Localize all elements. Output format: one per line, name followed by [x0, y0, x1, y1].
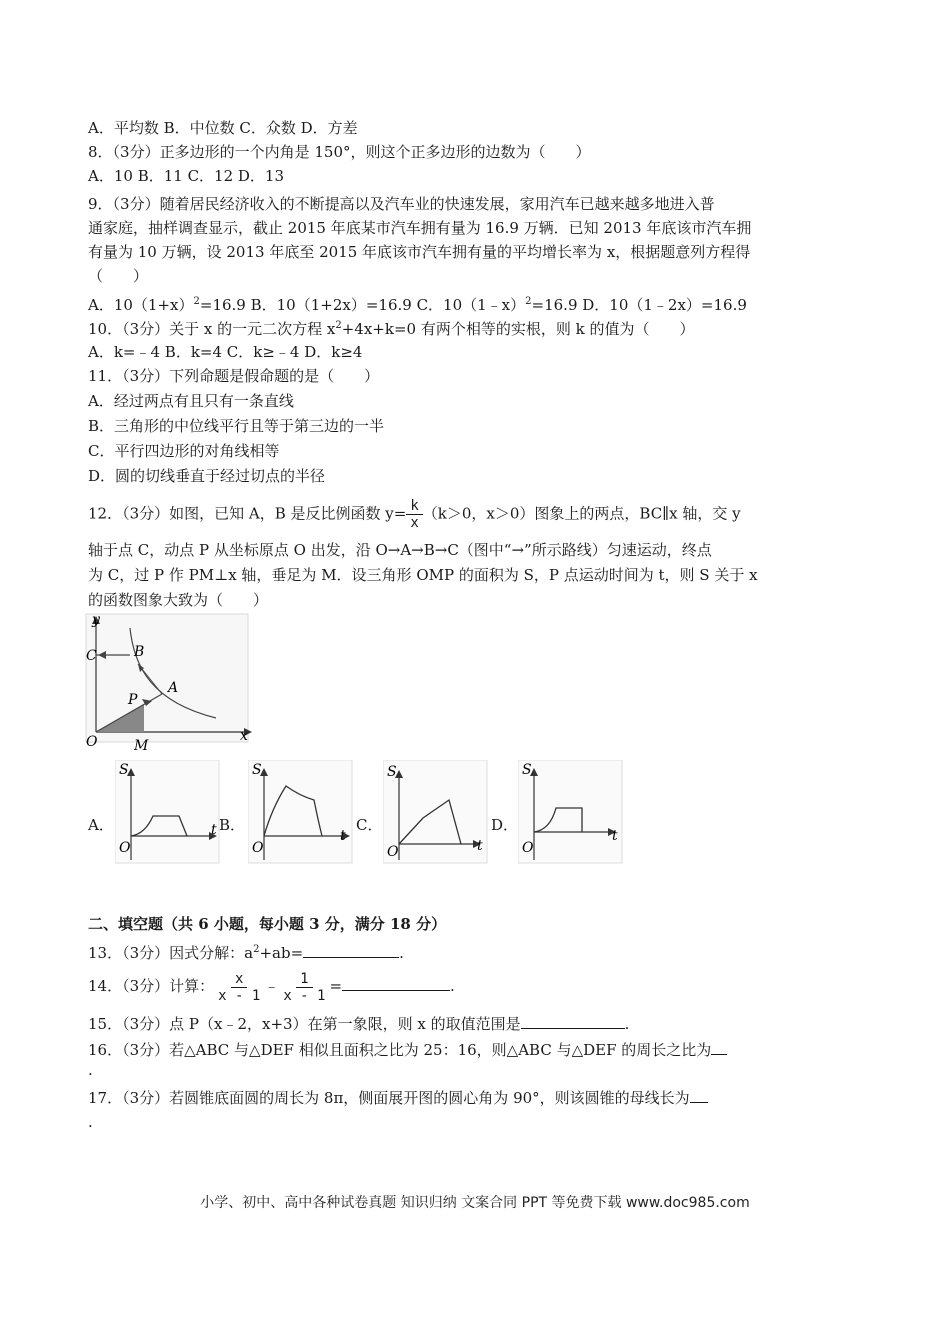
q16-answer-blank[interactable] — [711, 1040, 727, 1055]
q9-opt-a: A．10（1+x） — [88, 296, 194, 314]
q12-option-c-graph — [383, 760, 493, 865]
q12-stem-b: （k＞0，x＞0）图象上的两点，BC∥x 轴，交 y — [422, 504, 741, 523]
q12-frac-num: k — [406, 498, 422, 515]
section2-title: 二、填空题（共 6 小题，每小题 3 分，满分 18 分） — [88, 915, 447, 933]
fig-p-label: P — [128, 692, 138, 708]
fig-m-label: M — [134, 738, 149, 754]
q9-sup-c: 2 — [525, 296, 532, 307]
page-footer: 小学、初中、高中各种试卷真题 知识归纳 文案合同 PPT 等免费下载 www.doc985.com — [200, 1195, 750, 1211]
q11-stem: 11．（3分）下列命题是假命题的是（ ） — [88, 367, 380, 385]
q14-f2-den: x - 1 — [283, 987, 326, 1004]
q17-stem: 17．（3分）若圆锥底面圆的周长为 8π，侧面展开图的圆心角为 90°，则该圆锥的母线长为 — [88, 1089, 690, 1107]
q11-option-a: A．经过两点有且只有一条直线 — [88, 392, 294, 410]
opt-c-t: t — [477, 838, 483, 854]
opt-a-t: t — [211, 822, 217, 838]
opt-b-s: S — [252, 762, 262, 778]
opt-c-s: S — [387, 764, 397, 780]
q13-answer-blank[interactable] — [303, 943, 399, 958]
q12-option-c-label: C． — [356, 816, 383, 834]
q7-options: A．平均数 B．中位数 C．众数 D．方差 — [88, 119, 358, 137]
q14-f1-num: x — [231, 971, 247, 988]
opt-a-s: S — [119, 762, 129, 778]
q12-option-b-label: B． — [219, 816, 246, 834]
q9-opt-a-rest: =16.9 B．10（1+2x）=16.9 C．10（1﹣x） — [199, 296, 526, 314]
q14-end: . — [450, 977, 455, 995]
q10-stem — [88, 316, 694, 339]
q14-f1-den: x - 1 — [218, 987, 261, 1004]
fig-c-label: C — [86, 648, 97, 664]
q13-sup: 2 — [253, 944, 260, 955]
q14-answer-blank[interactable] — [342, 976, 450, 991]
q12-option-d-label: D． — [491, 816, 519, 834]
opt-b-t: t — [340, 828, 346, 844]
opt-b-o: O — [252, 840, 264, 856]
q9-line2: 通家庭，抽样调查显示，截止 2015 年底某市汽车拥有量为 16.9 万辆．已知 2013 年底该市汽车拥 — [88, 219, 752, 237]
q14-minus: ﹣ — [264, 977, 280, 995]
q10-options: A．k=﹣4 B．k=4 C．k≥﹣4 D．k≥4 — [88, 343, 363, 361]
q12-main-figure — [82, 612, 262, 757]
q13-stem-a: 13．（3分）因式分解：a — [88, 944, 254, 962]
opt-a-o: O — [119, 840, 131, 856]
opt-d-o: O — [522, 840, 534, 856]
q17 — [88, 1088, 708, 1108]
q17-answer-blank[interactable] — [690, 1088, 708, 1103]
q9-opt-c-rest: =16.9 D．10（1﹣2x）=16.9 — [531, 296, 747, 314]
fig-x-label: x — [240, 728, 248, 744]
q11-option-d: D．圆的切线垂直于经过切点的半径 — [88, 467, 326, 485]
q13-end: . — [399, 944, 404, 962]
q12-frac-den: x — [410, 515, 419, 531]
q9-line1: 9．（3分）随着居民经济收入的不断提高以及汽车业的快速发展，家用汽车已越来越多地进入普 — [88, 195, 715, 213]
q15-end: . — [624, 1015, 630, 1033]
q11-option-b: B．三角形的中位线平行且等于第三边的一半 — [88, 417, 385, 435]
opt-c-o: O — [387, 844, 399, 860]
q9-sup-a: 2 — [193, 296, 200, 307]
q14-fraction-1 — [214, 971, 264, 1004]
q17-end: . — [88, 1113, 93, 1131]
q13-stem-b: +ab= — [259, 944, 304, 962]
q12-option-b-graph — [248, 760, 358, 865]
q13 — [88, 940, 404, 963]
fig-a-label: A — [168, 680, 179, 696]
q8-stem: 8．（3分）正多边形的一个内角是 150°，则这个正多边形的边数为（ ） — [88, 143, 591, 161]
q9-line3: 有量为 10 万辆，设 2013 年底至 2015 年底该市汽车拥有量的平均增长率为 x，根据题意列方程得 — [88, 243, 751, 261]
fig-y-label: y — [92, 612, 100, 628]
q15-answer-blank[interactable] — [521, 1014, 625, 1029]
q14 — [88, 966, 455, 1006]
opt-d-s: S — [522, 762, 532, 778]
q15 — [88, 1014, 629, 1034]
q14-stem: 14．（3分）计算： — [88, 977, 215, 995]
q16-end: . — [88, 1061, 93, 1079]
fig-b-label: B — [134, 644, 145, 660]
q9-options — [88, 292, 747, 315]
q12-option-a-label: A． — [88, 816, 114, 834]
q14-f2-num: 1 — [296, 971, 312, 988]
q14-fraction-2 — [279, 971, 329, 1004]
q8-options: A．10 B．11 C．12 D．13 — [88, 167, 285, 185]
q12-line4: 的函数图象大致为（ ） — [88, 591, 269, 609]
q15-stem: 15．（3分）点 P（x﹣2，x+3）在第一象限，则 x 的取值范围是 — [88, 1015, 521, 1033]
q12-line2: 轴于点 C，动点 P 从坐标原点 O 出发，沿 O→A→B→C（图中“→”所示路线）匀速运动，终点 — [88, 541, 712, 559]
q12-option-d-graph — [518, 760, 628, 865]
q10-stem-b: +4x+k=0 有两个相等的实根，则 k 的值为（ ） — [341, 320, 695, 338]
q10-stem-a: 10．（3分）关于 x 的一元二次方程 x — [88, 320, 336, 338]
fig-o-label: O — [86, 734, 98, 750]
q12-line3: 为 C，过 P 作 PM⊥x 轴，垂足为 M．设三角形 OMP 的面积为 S，P 点运动时间为 t，则 S 关于 x — [88, 566, 758, 584]
q16 — [88, 1040, 727, 1060]
q10-sup: 2 — [335, 320, 342, 331]
q12-fraction — [406, 498, 422, 531]
q11-option-c: C．平行四边形的对角线相等 — [88, 442, 280, 460]
q16-stem: 16．（3分）若△ABC 与△DEF 相似且面积之比为 25：16，则△ABC 与△DEF 的周长之比为 — [88, 1041, 712, 1059]
q9-line4: （ ） — [88, 267, 149, 285]
q12-stem-line1 — [88, 498, 741, 531]
q12-stem-a: 12．（3分）如图，已知 A，B 是反比例函数 y= — [88, 504, 407, 523]
q12-option-a-graph — [115, 760, 225, 865]
opt-d-t: t — [612, 828, 618, 844]
q14-eq: = — [329, 977, 343, 995]
